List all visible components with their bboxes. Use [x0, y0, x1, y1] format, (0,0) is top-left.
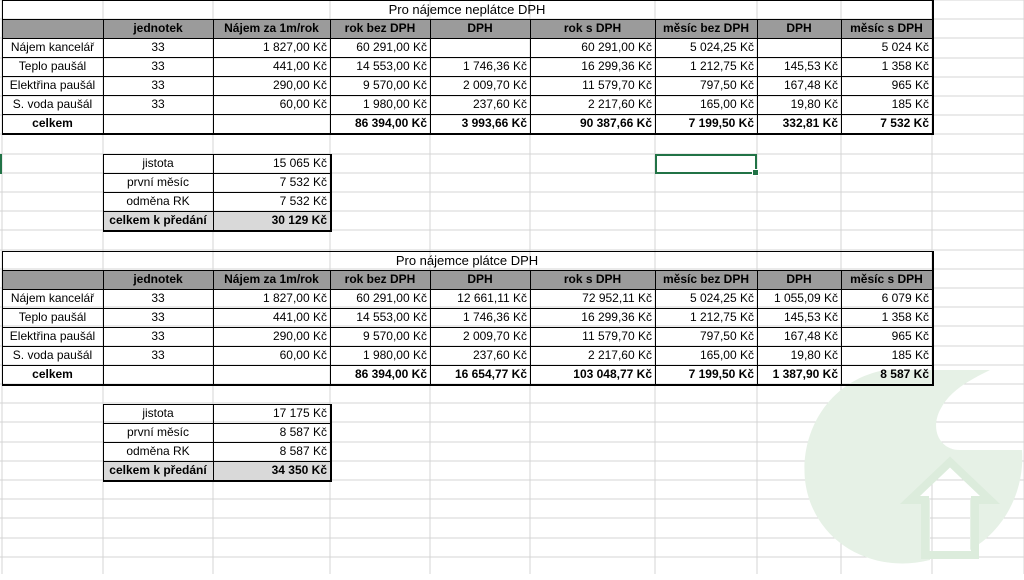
summary2-value[interactable]: 17 175 Kč: [272, 406, 327, 420]
table2-data-cell[interactable]: 72 952,11 Kč: [582, 291, 652, 305]
table1-data-cell[interactable]: 33: [151, 59, 165, 73]
summary1-total-value[interactable]: 30 129 Kč: [213, 211, 330, 230]
table1-total-cell[interactable]: celkem: [32, 116, 73, 130]
table1-data-cell[interactable]: 1 827,00 Kč: [262, 40, 327, 54]
table-border: [2, 133, 932, 135]
table2-data-cell[interactable]: 1 827,00 Kč: [262, 291, 327, 305]
table1-total-cell[interactable]: [213, 114, 330, 133]
table2-data-cell[interactable]: 1 746,36 Kč: [462, 310, 527, 324]
table1-header-cell[interactable]: jednotek: [103, 19, 213, 38]
table1-header-cell[interactable]: rok s DPH: [530, 19, 655, 38]
table1-data-cell[interactable]: [757, 38, 841, 57]
table-border: [103, 270, 104, 384]
table1-data-cell[interactable]: 1 358 Kč: [881, 59, 929, 73]
table1-data-cell[interactable]: 33: [151, 78, 165, 92]
table1-total-cell[interactable]: 7 199,50 Kč: [688, 116, 754, 130]
table-border: [2, 114, 932, 115]
table1-data-cell[interactable]: 145,53 Kč: [783, 59, 838, 73]
table1-data-cell[interactable]: 290,00 Kč: [272, 78, 327, 92]
table1-header-cell[interactable]: Nájem za 1m/rok: [213, 19, 330, 38]
table2-header-cell[interactable]: DPH: [757, 270, 841, 289]
table-border: [2, 308, 932, 309]
summary1-label[interactable]: jistota: [142, 156, 174, 170]
table2-header-cell[interactable]: rok s DPH: [530, 270, 655, 289]
table2-header-cell[interactable]: jednotek: [103, 270, 213, 289]
table1-header-cell[interactable]: DPH: [757, 19, 841, 38]
table1-data-cell[interactable]: 167,48 Kč: [783, 78, 838, 92]
table1-data-cell[interactable]: 1 980,00 Kč: [362, 97, 427, 111]
table2-data-cell[interactable]: 5 024,25 Kč: [689, 291, 754, 305]
table1-data-cell[interactable]: 441,00 Kč: [272, 59, 327, 73]
table-border: [2, 76, 932, 77]
table-border: [103, 404, 104, 480]
table2-data-cell[interactable]: 19,80 Kč: [790, 348, 838, 362]
summary1-label[interactable]: první měsíc: [126, 175, 189, 189]
table2-data-cell[interactable]: 290,00 Kč: [272, 329, 327, 343]
table1-data-cell[interactable]: Nájem kancelář: [10, 40, 95, 54]
table-border: [2, 289, 932, 290]
table2-data-cell[interactable]: 2 217,60 Kč: [587, 348, 652, 362]
table-border: [430, 270, 431, 384]
table1-data-cell[interactable]: 2 009,70 Kč: [462, 78, 527, 92]
table1-data-cell[interactable]: 2 217,60 Kč: [587, 97, 652, 111]
table1-total-cell[interactable]: [103, 114, 213, 133]
summary2-value[interactable]: 8 587 Kč: [279, 444, 327, 458]
table1-data-cell[interactable]: 19,80 Kč: [790, 97, 838, 111]
table-border: [2, 270, 932, 271]
table2-data-cell[interactable]: 16 299,36 Kč: [581, 310, 652, 324]
table-border: [2, 251, 932, 252]
table-border: [2, 38, 932, 39]
table2-total-cell[interactable]: 16 654,77 Kč: [454, 367, 527, 381]
summary1-value[interactable]: 7 532 Kč: [279, 175, 327, 189]
table1-data-cell[interactable]: 965 Kč: [891, 78, 929, 92]
table1-data-cell[interactable]: 14 553,00 Kč: [356, 59, 427, 73]
table2-data-cell[interactable]: 6 079 Kč: [881, 291, 929, 305]
table-border: [841, 19, 842, 133]
table2-title[interactable]: Pro nájemce plátce DPH: [395, 253, 539, 268]
table2-data-cell[interactable]: 165,00 Kč: [699, 348, 754, 362]
summary2-total-value[interactable]: 34 350 Kč: [213, 461, 330, 480]
table2-total-cell[interactable]: [103, 365, 213, 384]
table-border: [213, 19, 214, 133]
table2-data-cell[interactable]: Elektřina paušál: [9, 329, 96, 343]
table1-data-cell[interactable]: 16 299,36 Kč: [581, 59, 652, 73]
table1-data-cell[interactable]: 33: [151, 97, 165, 111]
table-border: [655, 19, 656, 133]
table-border: [2, 0, 932, 1]
table2-data-cell[interactable]: 60,00 Kč: [279, 348, 327, 362]
table2-total-cell[interactable]: 8 587 Kč: [880, 367, 929, 381]
table2-data-cell[interactable]: 1 358 Kč: [881, 310, 929, 324]
table2-data-cell[interactable]: 1 980,00 Kč: [362, 348, 427, 362]
summary2-value[interactable]: 8 587 Kč: [279, 425, 327, 439]
table1-total-cell[interactable]: 3 993,66 Kč: [461, 116, 527, 130]
table2-header-cell[interactable]: DPH: [430, 270, 530, 289]
table1-data-cell[interactable]: 33: [151, 40, 165, 54]
table1-data-cell[interactable]: Elektřina paušál: [9, 78, 96, 92]
table2-header-cell[interactable]: rok bez DPH: [330, 270, 430, 289]
table1-data-cell[interactable]: [430, 38, 530, 57]
summary2-label[interactable]: jistota: [142, 406, 174, 420]
table2-data-cell[interactable]: 441,00 Kč: [272, 310, 327, 324]
table1-data-cell[interactable]: 60 291,00 Kč: [581, 40, 652, 54]
table1-data-cell[interactable]: S. voda paušál: [12, 97, 93, 111]
table2-data-cell[interactable]: Teplo paušál: [18, 310, 87, 324]
table-border: [103, 423, 330, 424]
table2-data-cell[interactable]: 1 212,75 Kč: [689, 310, 754, 324]
table-border: [213, 404, 214, 480]
table-border: [430, 19, 431, 133]
table2-data-cell[interactable]: Nájem kancelář: [10, 291, 95, 305]
table2-data-cell[interactable]: 33: [151, 291, 165, 305]
table1-total-cell[interactable]: 7 532 Kč: [880, 116, 929, 130]
table-border: [841, 270, 842, 384]
table-border: [330, 404, 332, 482]
summary2-total-label[interactable]: celkem k předání: [103, 461, 213, 480]
table1-header-cell[interactable]: měsíc s DPH: [841, 19, 932, 38]
table-border: [103, 19, 104, 133]
table-border: [2, 0, 3, 133]
table-border: [2, 95, 932, 96]
table-border: [103, 442, 330, 443]
table-border: [103, 404, 330, 405]
table2-data-cell[interactable]: 9 570,00 Kč: [362, 329, 427, 343]
table1-data-cell[interactable]: 1 746,36 Kč: [462, 59, 527, 73]
table-border: [213, 154, 214, 230]
table-border: [330, 154, 332, 232]
table1-header-cell[interactable]: [2, 19, 103, 38]
table1-data-cell[interactable]: 60,00 Kč: [279, 97, 327, 111]
table2-data-cell[interactable]: 2 009,70 Kč: [462, 329, 527, 343]
table1-total-cell[interactable]: 86 394,00 Kč: [354, 116, 427, 130]
selected-cell[interactable]: [655, 154, 757, 174]
summary1-value[interactable]: 15 065 Kč: [272, 156, 327, 170]
table2-data-cell[interactable]: 14 553,00 Kč: [356, 310, 427, 324]
table-border: [530, 19, 531, 133]
table-border: [103, 154, 104, 230]
table1-data-cell[interactable]: 237,60 Kč: [472, 97, 527, 111]
table-border: [2, 346, 932, 347]
table1-data-cell[interactable]: Teplo paušál: [18, 59, 87, 73]
summary2-label[interactable]: odměna RK: [126, 444, 190, 458]
table-border: [103, 173, 330, 174]
table1-data-cell[interactable]: 11 579,70 Kč: [582, 78, 652, 92]
table-border: [2, 365, 932, 366]
table2-total-cell[interactable]: 1 387,90 Kč: [772, 367, 838, 381]
table-border: [757, 19, 758, 133]
table-border: [103, 480, 330, 482]
table2-total-cell[interactable]: 103 048,77 Kč: [573, 367, 652, 381]
table1-data-cell[interactable]: 9 570,00 Kč: [362, 78, 427, 92]
table1-data-cell[interactable]: 5 024,25 Kč: [689, 40, 754, 54]
table2-data-cell[interactable]: 237,60 Kč: [472, 348, 527, 362]
table-border: [330, 270, 331, 384]
table1-total-cell[interactable]: 90 387,66 Kč: [579, 116, 652, 130]
table2-total-cell[interactable]: [213, 365, 330, 384]
table-border: [103, 230, 330, 232]
table1-header-cell[interactable]: rok bez DPH: [330, 19, 430, 38]
table1-data-cell[interactable]: 60 291,00 Kč: [356, 40, 427, 54]
table2-data-cell[interactable]: 145,53 Kč: [783, 310, 838, 324]
table-border: [655, 270, 656, 384]
table-border: [2, 384, 932, 386]
table2-total-cell[interactable]: celkem: [32, 367, 73, 381]
table2-total-cell[interactable]: 7 199,50 Kč: [688, 367, 754, 381]
table2-header-cell[interactable]: [2, 270, 103, 289]
table1-data-cell[interactable]: 797,50 Kč: [699, 78, 754, 92]
table-border: [103, 461, 330, 462]
table1-header-cell[interactable]: DPH: [430, 19, 530, 38]
table2-data-cell[interactable]: 60 291,00 Kč: [356, 291, 427, 305]
table2-data-cell[interactable]: 797,50 Kč: [699, 329, 754, 343]
table-border: [757, 270, 758, 384]
table-border: [2, 57, 932, 58]
summary1-label[interactable]: odměna RK: [126, 194, 190, 208]
table2-data-cell[interactable]: 11 579,70 Kč: [582, 329, 652, 343]
table2-data-cell[interactable]: 167,48 Kč: [783, 329, 838, 343]
active-row-marker: [0, 154, 2, 174]
table-border: [530, 270, 531, 384]
table2-data-cell[interactable]: 33: [151, 329, 165, 343]
table-border: [2, 19, 932, 20]
summary2-label[interactable]: první měsíc: [126, 425, 189, 439]
summary1-total-label[interactable]: celkem k předání: [103, 211, 213, 230]
table2-data-cell[interactable]: 185 Kč: [891, 348, 929, 362]
summary1-value[interactable]: 7 532 Kč: [279, 194, 327, 208]
table2-data-cell[interactable]: 965 Kč: [891, 329, 929, 343]
table2-header-cell[interactable]: měsíc s DPH: [841, 270, 932, 289]
table2-header-cell[interactable]: Nájem za 1m/rok: [213, 270, 330, 289]
table-border: [932, 251, 934, 386]
table1-data-cell[interactable]: 1 212,75 Kč: [689, 59, 754, 73]
table2-total-cell[interactable]: 86 394,00 Kč: [354, 367, 427, 381]
table1-data-cell[interactable]: 5 024 Kč: [881, 40, 929, 54]
table-border: [103, 154, 330, 155]
table1-data-cell[interactable]: 185 Kč: [891, 97, 929, 111]
table-border: [213, 270, 214, 384]
table-border: [2, 251, 3, 384]
table2-data-cell[interactable]: 1 055,09 Kč: [773, 291, 838, 305]
table-border: [932, 0, 934, 135]
table-border: [103, 192, 330, 193]
table1-header-cell[interactable]: měsíc bez DPH: [655, 19, 757, 38]
table-border: [103, 211, 330, 212]
table1-data-cell[interactable]: 165,00 Kč: [699, 97, 754, 111]
table-border: [2, 327, 932, 328]
table2-header-cell[interactable]: měsíc bez DPH: [655, 270, 757, 289]
table2-data-cell[interactable]: 33: [151, 348, 165, 362]
table2-data-cell[interactable]: 12 661,11 Kč: [457, 291, 527, 305]
table2-data-cell[interactable]: S. voda paušál: [12, 348, 93, 362]
table-border: [330, 19, 331, 133]
table1-title[interactable]: Pro nájemce neplátce DPH: [388, 2, 546, 17]
table2-data-cell[interactable]: 33: [151, 310, 165, 324]
table1-total-cell[interactable]: 332,81 Kč: [782, 116, 838, 130]
